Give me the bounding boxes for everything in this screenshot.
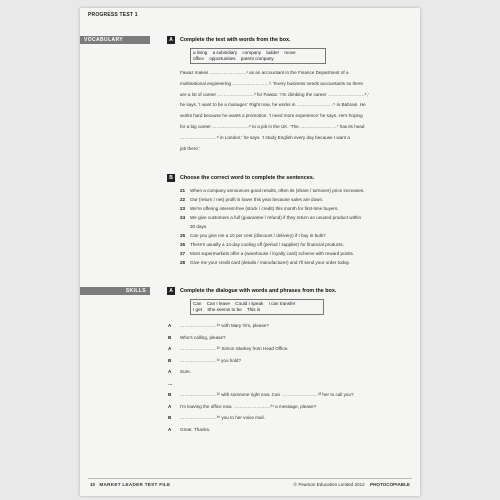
word-option: ladder	[266, 50, 280, 55]
dialogue-line: B Who's calling, please?	[168, 334, 226, 340]
vocabulary-band: VOCABULARY	[80, 36, 150, 44]
paragraph-line: Fawaz makes ……………………¹ as an accountant in the Finance Department of a	[180, 70, 349, 75]
vocabulary-title: Complete the text with words from the box.	[180, 37, 291, 43]
paragraph-line: for a big career ……………………⁶ to a job in the UK. 'The ……………………⁷ has its head	[180, 123, 365, 129]
list-item: 25 Can you give me a 10 per cent (discount / delivery) if I buy in bulk?	[180, 233, 326, 238]
phrase-option: This is	[246, 307, 261, 312]
page-header: PROGRESS TEST 1	[88, 12, 138, 18]
list-item: 21 When a company announces good results, often its (share / turnover) price increases.	[180, 188, 365, 193]
copyright-text: © Pearson Education Limited 2012	[293, 482, 365, 487]
phrase-option: I get	[193, 307, 202, 312]
phrase-box-row-2	[193, 307, 321, 313]
dialogue-line: A ……………………²⁹ with Mary Yim, please?	[168, 323, 269, 328]
footer-left	[90, 482, 170, 487]
grammar-letter-b: B	[167, 174, 175, 182]
skills-phrase-box	[190, 299, 324, 315]
dialogue-line: A Great. Thanks.	[168, 426, 211, 432]
vocabulary-word-box	[190, 48, 326, 64]
word-option: move	[284, 50, 296, 55]
skills-band: SKILLS	[80, 287, 150, 295]
dialogue-line: B ……………………³² with someone right now. Can ……………………³³ her to call you?	[168, 392, 354, 397]
dialogue-line: …	[168, 380, 173, 386]
word-option: parent company	[240, 56, 274, 61]
skills-letter-a: A	[167, 287, 175, 295]
list-item: 22 Our (return / net) profit is lower this year because sales are down.	[180, 197, 324, 202]
word-option: office	[193, 56, 204, 61]
word-option: opportunities	[209, 56, 236, 61]
list-item: 30 days.	[190, 224, 208, 229]
photocopiable-label: PHOTOCOPIABLE	[370, 482, 410, 487]
dialogue-line: B ……………………³⁵ you to her voice mail.	[168, 415, 265, 420]
word-option: a subsidiary	[212, 50, 238, 55]
skills-dialogue	[168, 320, 413, 435]
word-box-row-2	[193, 56, 323, 62]
paragraph-line: multinational engineering ……………………². 'Every business needs accountants so there	[180, 80, 363, 86]
phrase-option: I can transfer	[268, 301, 296, 306]
dialogue-line: A ……………………³⁰ Simon Starkey from Head Office.	[168, 346, 289, 351]
book-title: MARKET LEADER TEST FILE	[99, 482, 171, 487]
skills-title: Complete the dialogue with words and phrases from the box.	[180, 288, 337, 294]
dialogue-line: A I'm leaving the office now. ……………………³⁴ a message, please?	[168, 403, 317, 409]
phrase-option: Could I speak	[235, 301, 264, 306]
list-item: 27 Most supermarkets offer a (warehouse / loyalty card) scheme with reward points.	[180, 251, 355, 256]
footer-right	[294, 482, 410, 487]
test-page	[80, 8, 420, 496]
page-number: 10	[90, 482, 96, 487]
footer-divider	[88, 478, 412, 479]
word-option: a living	[193, 50, 208, 55]
vocabulary-letter-a: A	[167, 36, 175, 44]
paragraph-line: works hard because he wants a promotion. 'I need more experience' he says. He's hoping	[180, 113, 363, 119]
paragraph-line: are a lot of career ……………………³ for Fawaz. 'I'm climbing the career ……………………⁴,'	[180, 91, 369, 97]
list-item: 23 We're offering interest-free (stock / credit) this month for first-time buyers.	[180, 206, 339, 211]
phrase-option: She seems to be	[207, 307, 242, 312]
dialogue-line: B ……………………³¹ you hold?	[168, 357, 242, 363]
word-option: company	[242, 50, 262, 55]
paragraph-line: he says. 'I want to be a manager.' Right now, he works in ……………………⁵ in Bahrain. He	[180, 102, 366, 108]
grammar-title: Choose the correct word to complete the sentences.	[180, 175, 315, 181]
vocabulary-paragraph	[180, 68, 410, 154]
dialogue-line: A Sure.	[168, 369, 191, 374]
paragraph-line: job there.'	[180, 145, 201, 151]
list-item: 28 Give me your credit card (details / manufacturer) and I'll send your order today.	[180, 260, 350, 265]
list-item: 24 We give customers a full (guarantee / refund) if they return an unused product within	[180, 215, 361, 220]
grammar-items	[180, 186, 415, 267]
phrase-option: Can I leave	[206, 301, 230, 306]
paragraph-line: ……………………⁸ in London,' he says. 'I study English every day because I want a	[180, 134, 350, 140]
phrase-option: Can	[193, 301, 202, 306]
list-item: 26 There's usually a 14-day cooling off (period / supplier) for financial products.	[180, 242, 344, 247]
